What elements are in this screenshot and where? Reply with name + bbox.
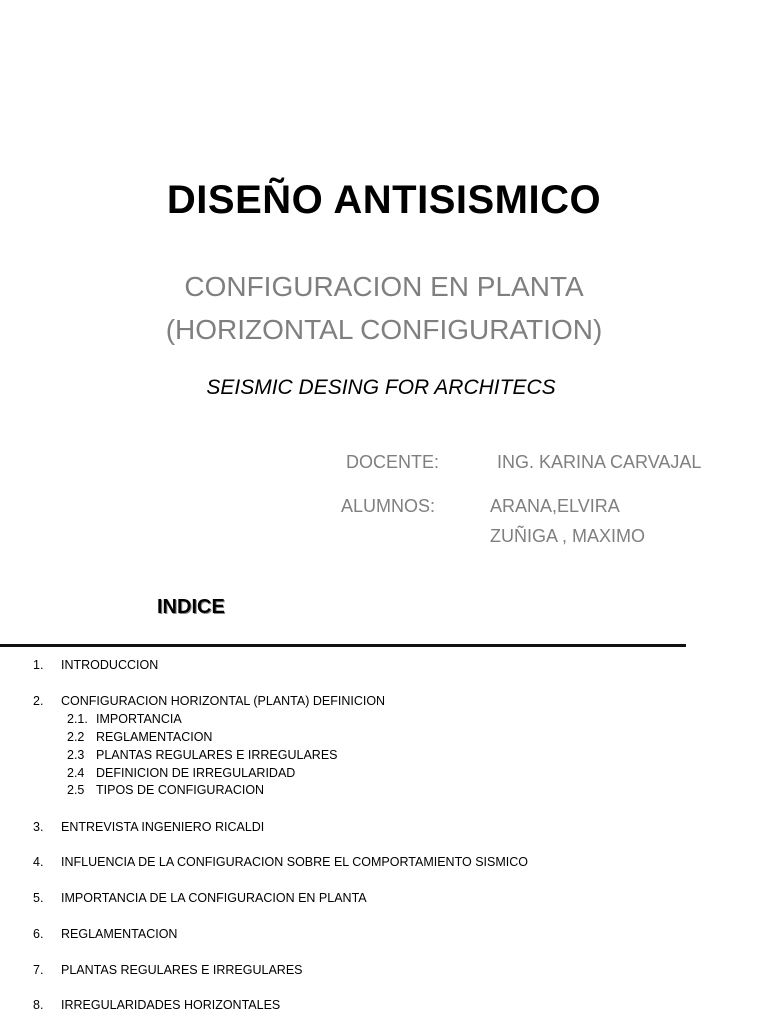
- toc-item: [33, 927, 177, 941]
- docente-label: DOCENTE:: [346, 452, 440, 472]
- document-subtitle: [0, 265, 768, 351]
- document-title: DISEÑO ANTISISMICO: [166, 178, 602, 222]
- toc-subitem: [67, 748, 338, 762]
- alumno-2: ZUÑIGA , MAXIMO: [490, 526, 646, 546]
- toc-item-number: 2.: [33, 694, 44, 708]
- alumnos-label: ALUMNOS:: [341, 496, 436, 516]
- toc-item-label: ENTREVISTA INGENIERO RICALDI: [61, 820, 265, 834]
- toc-item-number: 5.: [33, 891, 44, 905]
- toc-subitem-number: 2.3: [67, 748, 85, 762]
- toc-item: [33, 998, 280, 1012]
- english-title: SEISMIC DESING FOR ARCHITECS: [206, 376, 556, 399]
- toc-item: [33, 891, 367, 905]
- toc-item-number: 1.: [33, 658, 44, 672]
- toc-item: [33, 658, 158, 672]
- toc-subitem: [67, 712, 182, 726]
- toc-subitem-number: 2.5: [67, 783, 85, 797]
- toc-item: [33, 820, 264, 834]
- toc-subitem-number: 2.4: [67, 766, 85, 780]
- toc-item-label: PLANTAS REGULARES E IRREGULARES: [61, 963, 303, 977]
- toc-item-number: 6.: [33, 927, 44, 941]
- toc-item-number: 4.: [33, 855, 44, 869]
- toc-subitem-label: IMPORTANCIA: [96, 712, 182, 726]
- toc-subitem-label: DEFINICION DE IRREGULARIDAD: [96, 766, 296, 780]
- subtitle-line-2: (HORIZONTAL CONFIGURATION): [165, 314, 603, 345]
- toc-item-label: CONFIGURACION HORIZONTAL (PLANTA) DEFINICION: [61, 694, 386, 708]
- toc-item: [33, 694, 385, 708]
- toc-item-number: 8.: [33, 998, 44, 1012]
- toc-subitem-label: REGLAMENTACION: [96, 730, 213, 744]
- toc-item-label: REGLAMENTACION: [61, 927, 178, 941]
- index-divider: [0, 644, 686, 647]
- toc-item-label: INFLUENCIA DE LA CONFIGURACION SOBRE EL COMPORTAMIENTO SISMICO: [61, 855, 528, 869]
- subtitle-line-1: CONFIGURACION EN PLANTA: [184, 271, 584, 302]
- toc-item: [33, 963, 303, 977]
- toc-subitem: [67, 766, 295, 780]
- toc-item-label: IMPORTANCIA DE LA CONFIGURACION EN PLANTA: [61, 891, 367, 905]
- toc-subitem: [67, 730, 212, 744]
- toc-subitem-number: 2.2: [67, 730, 85, 744]
- toc-subitem-label: PLANTAS REGULARES E IRREGULARES: [96, 748, 338, 762]
- toc-item-number: 7.: [33, 963, 44, 977]
- docente-value: ING. KARINA CARVAJAL: [497, 452, 702, 472]
- toc-item-number: 3.: [33, 820, 44, 834]
- toc-subitem: [67, 783, 264, 797]
- toc-item-label: INTRODUCCION: [61, 658, 159, 672]
- toc-subitem-label: TIPOS DE CONFIGURACION: [96, 783, 265, 797]
- toc-item: [33, 855, 528, 869]
- toc-item-label: IRREGULARIDADES HORIZONTALES: [61, 998, 281, 1012]
- toc-subitem-number: 2.1.: [67, 712, 88, 726]
- alumno-1: ARANA,ELVIRA: [490, 496, 620, 516]
- index-heading: INDICE: [157, 596, 225, 618]
